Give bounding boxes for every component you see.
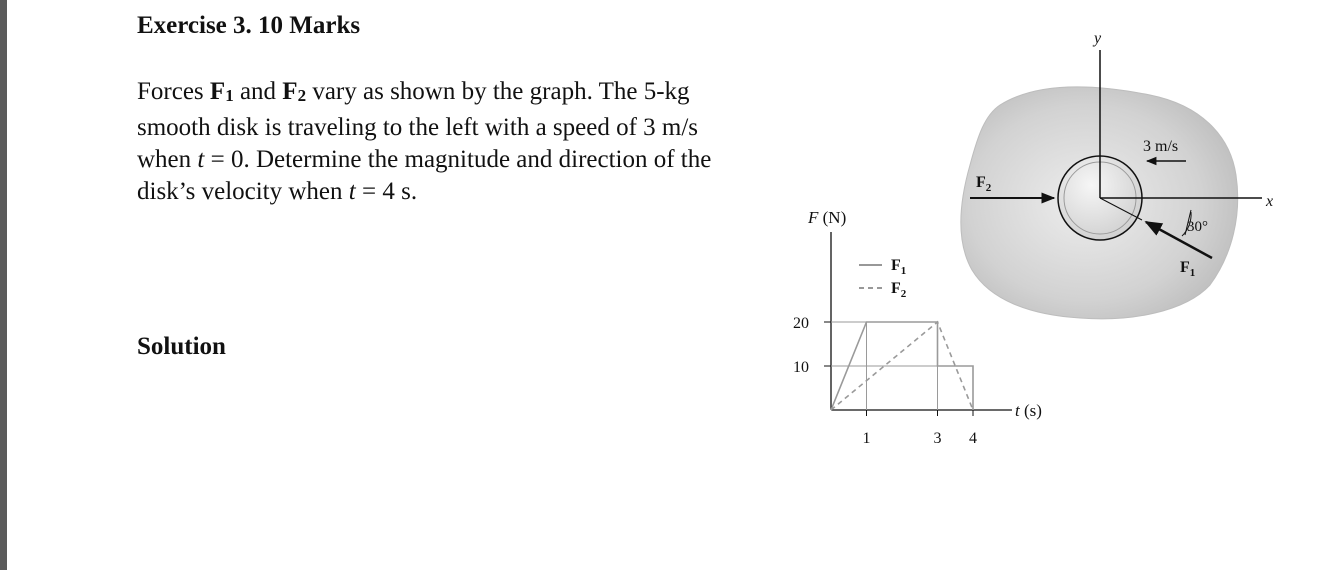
y-tick-label: 10 [793, 359, 809, 376]
text-run: vary as shown by the graph. The 5-kg [306, 78, 690, 105]
text-run: and [233, 78, 283, 105]
y-axis-label: y [1094, 30, 1102, 47]
legend-f2-label: $F_2$ [891, 280, 907, 300]
problem-line-4: disk’s velocity when t = 4 s. [137, 178, 418, 205]
chart-x-axis-label: t (s) [1015, 401, 1042, 420]
force-f1-symbol: $F_1$ [209, 78, 234, 105]
force-f2-label: $F_2$ [976, 174, 992, 194]
force-f1-label: $F_1$ [1180, 259, 1196, 279]
x-tick-label: 4 [969, 430, 977, 447]
chart-y-axis-label: F (N) [808, 208, 847, 227]
x-axis-label: x [1266, 193, 1274, 210]
legend-f1-label: $F_1$ [891, 257, 907, 277]
time-variable: t [348, 178, 356, 205]
x-tick-label: 1 [862, 430, 871, 447]
text-run: Forces [137, 78, 210, 105]
problem-line-2: smooth disk is traveling to the left with a speed of 3 m/s [137, 114, 699, 141]
velocity-label: 3 m/s [1143, 138, 1179, 155]
exercise-title: Exercise 3. 10 Marks [137, 12, 361, 39]
angle-label: 30° [1187, 219, 1208, 235]
y-tick-label: 20 [793, 315, 809, 332]
force-f2-symbol: $F_2$ [282, 78, 307, 105]
solution-heading: Solution [137, 333, 226, 360]
time-variable: t [197, 146, 205, 173]
x-tick-label: 3 [933, 430, 942, 447]
problem-line-3: when t = 0. Determine the magnitude and direction of the [137, 146, 712, 173]
